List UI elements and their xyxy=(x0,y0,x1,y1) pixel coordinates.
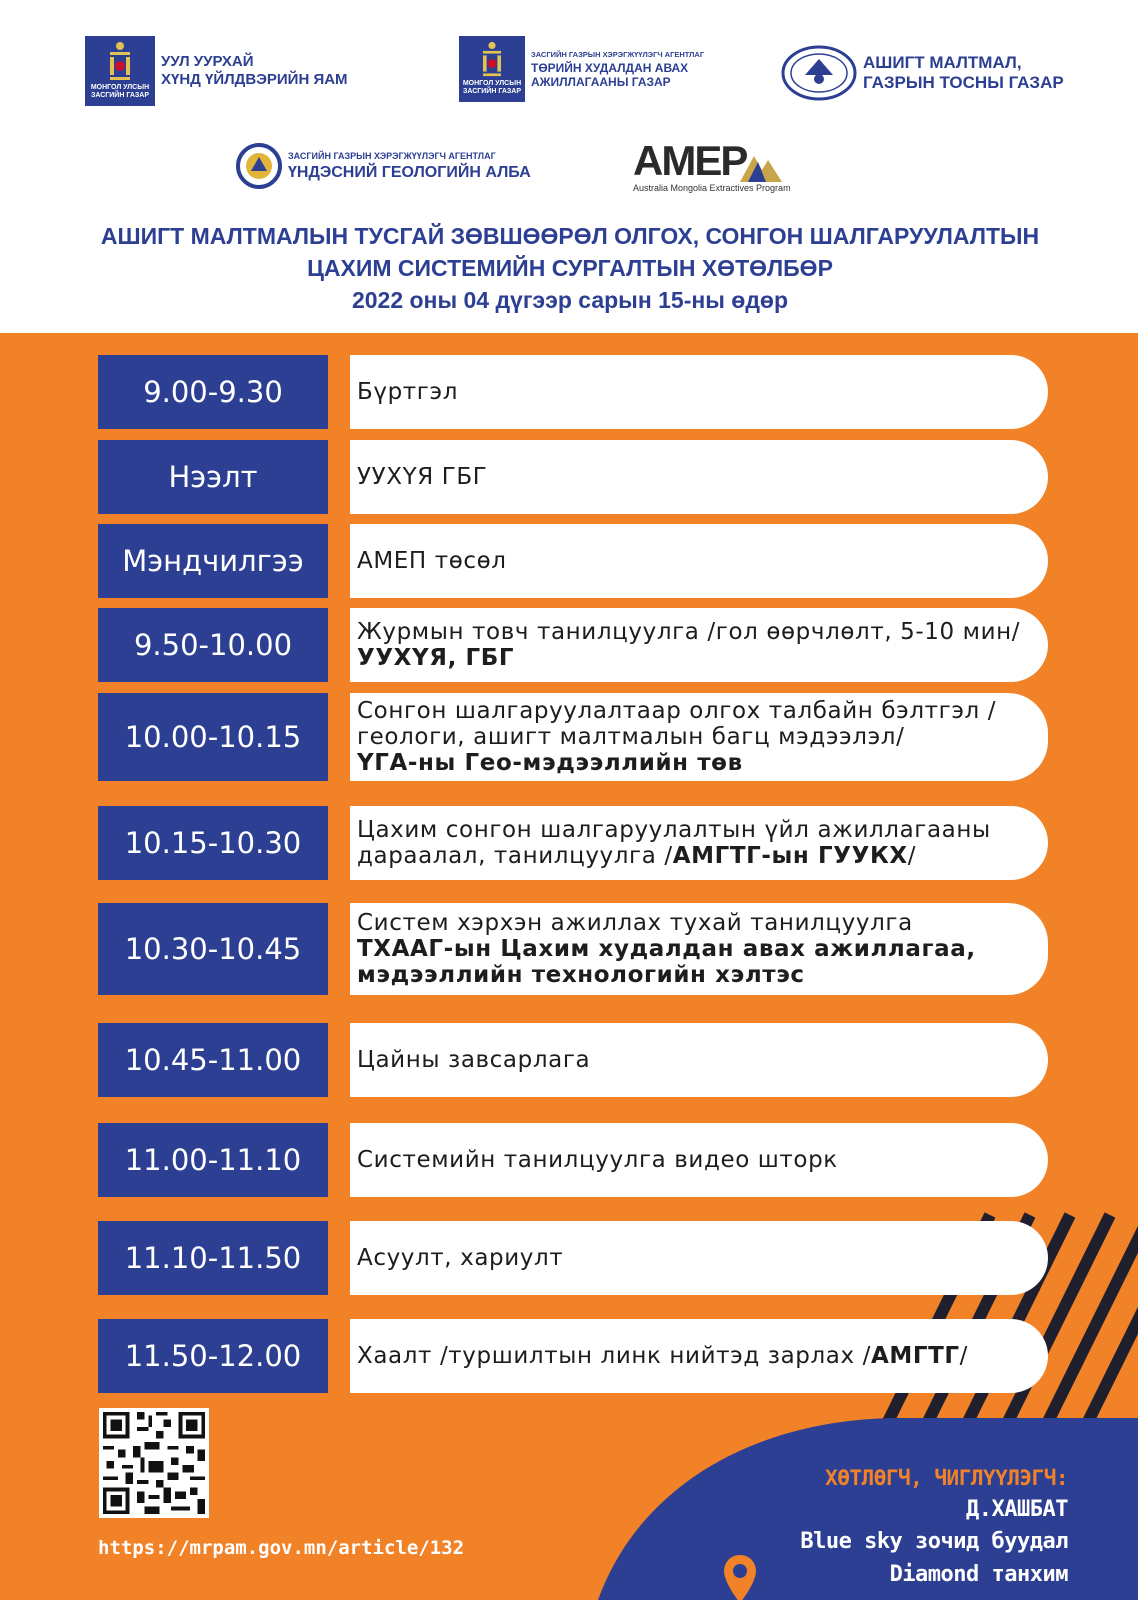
procurement-line2: АЖИЛЛАГААНЫ ГАЗАР xyxy=(531,75,671,89)
row-description: Журмын товч танилцуулга /гол өөрчлөлт, 5-10 мин/ УУХҮЯ, ГБГ xyxy=(350,608,1048,682)
row-time: 10.45-11.00 xyxy=(98,1023,328,1097)
schedule-row xyxy=(98,355,1048,429)
soyombo-emblem-icon xyxy=(459,36,525,102)
qr-code-icon[interactable] xyxy=(99,1408,209,1518)
room-name: Diamond танхим xyxy=(889,1562,1068,1587)
row-time: 11.50-12.00 xyxy=(98,1319,328,1393)
article-link[interactable]: https://mrpam.gov.mn/article/132 xyxy=(98,1537,465,1559)
row-description: Цайны завсарлага xyxy=(350,1023,1048,1097)
schedule-row xyxy=(98,903,1048,995)
row-time: 10.00-10.15 xyxy=(98,693,328,781)
title-date: 2022 оны 04 дүгээр сарын 15-ны өдөр xyxy=(351,287,789,313)
schedule-panel xyxy=(0,333,1138,1600)
row-time: Нээлт xyxy=(98,440,328,514)
row-description: Систем хэрхэн ажиллах тухай танилцуулга ТХААГ-ын Цахим худалдан авах ажиллагаа, мэдээллийн технологийн хэлтэс xyxy=(350,903,1048,995)
schedule-row xyxy=(98,1221,1048,1295)
row-description: Сонгон шалгаруулалтаар олгох талбайн бэлтгэл /геологи, ашигт малтмалын багц мэдээлэл/ ҮГА-ны Гео-мэдээллийн төв xyxy=(350,693,1048,781)
logo-ministry xyxy=(85,36,348,106)
organizer-label: ХӨТЛӨГЧ, ЧИГЛҮҮЛЭГЧ: xyxy=(825,1466,1068,1490)
schedule-row xyxy=(98,524,1048,598)
row-description: УУХҮЯ ГБГ xyxy=(350,440,1048,514)
schedule-row xyxy=(98,1123,1048,1197)
schedule-row xyxy=(98,440,1048,514)
row-time: Мэндчилгээ xyxy=(98,524,328,598)
mineral-line1: АШИГТ МАЛТМАЛ, xyxy=(863,53,1022,72)
row-time: 9.00-9.30 xyxy=(98,355,328,429)
schedule-row xyxy=(98,1319,1048,1393)
emblem-caption: МОНГОЛ УЛСЫН ЗАСГИЙН ГАЗАР xyxy=(462,80,522,95)
soyombo-emblem-icon xyxy=(85,36,155,106)
row-description: Хаалт /туршилтын линк нийтэд зарлах /АМГТГ/ xyxy=(350,1319,1048,1393)
schedule-row xyxy=(98,693,1048,781)
row-description: Бүртгэл xyxy=(350,355,1048,429)
row-description: Цахим сонгон шалгаруулалтын үйл ажиллагааны дараалал, танилцуулга /АМГТГ-ын ГУУКХ/ xyxy=(350,806,1048,880)
procurement-line1: ТӨРИЙН ХУДАЛДАН АВАХ xyxy=(531,61,689,75)
emblem-caption: МОНГОЛ УЛСЫН ЗАСГИЙН ГАЗАР xyxy=(90,84,150,99)
row-description: АМЕП төсөл xyxy=(350,524,1048,598)
amep-subtitle: Australia Mongolia Extractives Program xyxy=(633,183,791,193)
organizer-name: Д.ХАШБАТ xyxy=(966,1497,1068,1522)
organizer-block xyxy=(800,1463,1068,1591)
geology-agency-line: ЗАСГИЙН ГАЗРЫН ХЭРЭГЖҮҮЛЭГЧ АГЕНТЛАГ xyxy=(288,151,496,161)
schedule-row xyxy=(98,806,1048,880)
row-time: 10.15-10.30 xyxy=(98,806,328,880)
title-line2: ЦАХИМ СИСТЕМИЙН СУРГАЛТЫН ХӨТӨЛБӨР xyxy=(307,255,833,281)
location-pin-icon xyxy=(722,1553,758,1600)
row-time: 10.30-10.45 xyxy=(98,903,328,995)
row-description: Асуулт, хариулт xyxy=(350,1221,1048,1295)
row-description: Системийн танилцуулга видео шторк xyxy=(350,1123,1048,1197)
mineral-line2: ГАЗРЫН ТОСНЫ ГАЗАР xyxy=(863,73,1064,92)
logo-mineral xyxy=(781,45,1064,101)
geology-line1: ҮНДЭСНИЙ ГЕОЛОГИЙН АЛБА xyxy=(288,164,531,181)
row-time: 9.50-10.00 xyxy=(98,608,328,682)
schedule-row xyxy=(98,608,1048,682)
logo-geology xyxy=(236,143,531,189)
ministry-line1: УУЛ УУРХАЙ xyxy=(161,53,254,70)
amep-mountain-icon xyxy=(740,148,782,182)
logo-amep xyxy=(633,137,791,193)
amep-wordmark: AMEP xyxy=(633,137,747,184)
logo-procurement xyxy=(459,36,704,102)
title-line1: АШИГТ МАЛТМАЛЫН ТУСГАЙ ЗӨВШӨӨРӨЛ ОЛГОХ, СОНГОН ШАЛГАРУУЛАЛТЫН xyxy=(100,223,1040,249)
venue-name: Blue sky зочид буудал xyxy=(800,1529,1068,1554)
page-title xyxy=(0,220,1140,316)
mineral-seal-icon xyxy=(781,45,857,101)
geology-seal-icon xyxy=(236,143,282,189)
row-time: 11.10-11.50 xyxy=(98,1221,328,1295)
schedule-row xyxy=(98,1023,1048,1097)
row-time: 11.00-11.10 xyxy=(98,1123,328,1197)
ministry-line2: ХҮНД ҮЙЛДВЭРИЙН ЯАМ xyxy=(161,71,348,88)
procurement-agency-line: ЗАСГИЙН ГАЗРЫН ХЭРЭГЖҮҮЛЭГЧ АГЕНТЛАГ xyxy=(531,50,705,59)
